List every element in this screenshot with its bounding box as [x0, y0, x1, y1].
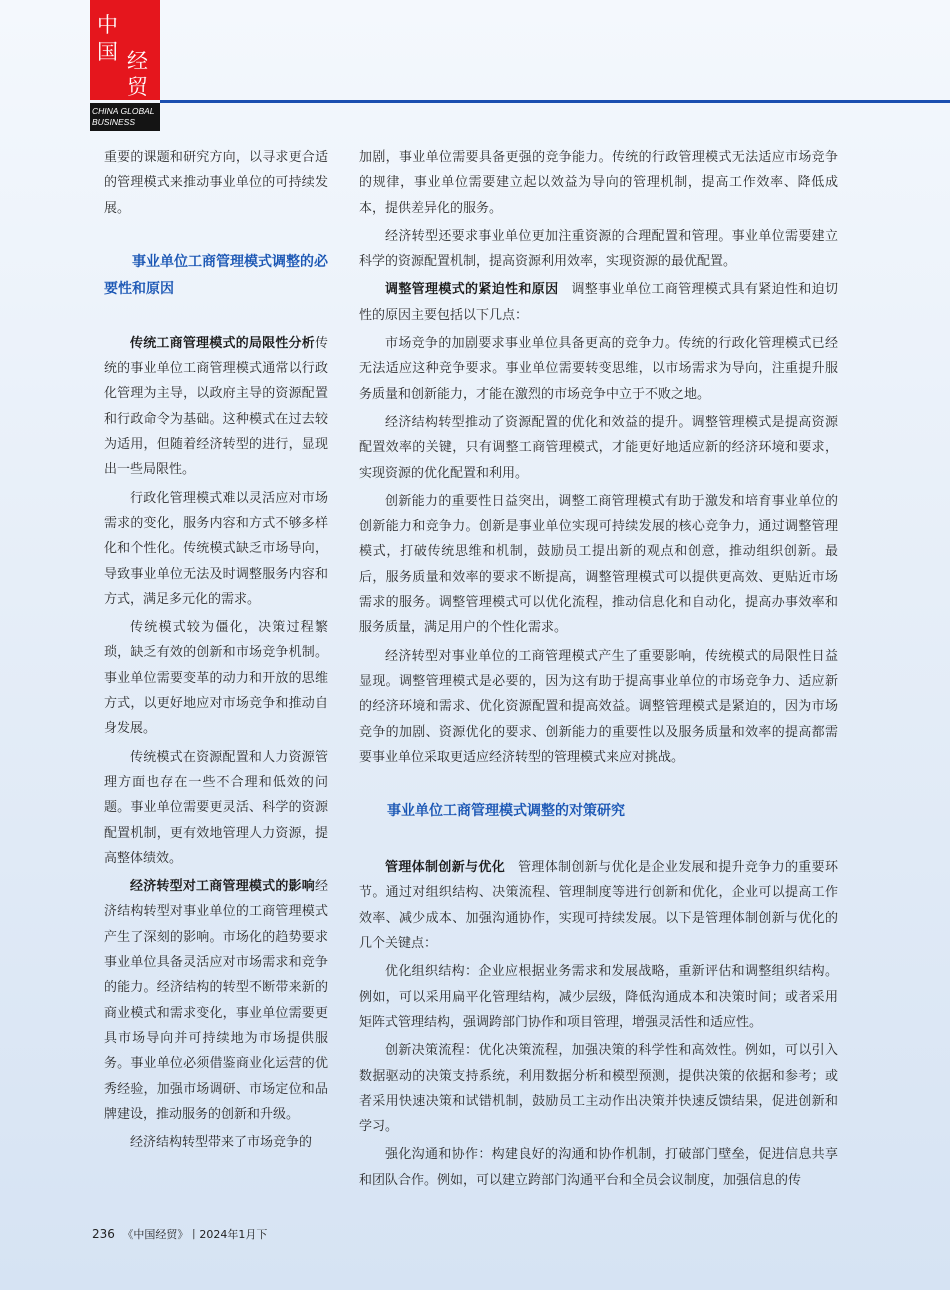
- logo-english-line: BUSINESS: [92, 117, 135, 127]
- subsection-title: 管理体制创新与优化: [385, 860, 506, 876]
- paragraph: 强化沟通和协作：构建良好的沟通和协作机制，打破部门壁垒，促进信息共享和团队合作。例如，可以建立跨部门沟通平台和全员会议制度，加强信息的传: [359, 1147, 838, 1188]
- subsection-text: 管理体制创新与优化是企业发展和提升竞争力的重要环节。通过对组织结构、决策流程、管理制度等进行创新和优化，企业可以提高工作效率、减少成本、加强沟通协作，实现可持续发展。以下是管理体制创新与优化的几个关键点：: [359, 860, 838, 952]
- paragraph: 经济结构转型推动了资源配置的优化和效益的提升。调整管理模式是提高资源配置效率的关键，只有调整工商管理模式，才能更好地适应新的经济环境和要求，实现资源的优化配置和利用。: [359, 414, 838, 481]
- paragraph: 市场竞争的加剧要求事业单位具备更高的竞争力。传统的行政化管理模式已经无法适应这种竞争要求。事业单位需要转变思维，以市场需求为导向，注重提升服务质量和创新能力，才能在激烈的市场竞争中立于不败之地。: [359, 336, 838, 402]
- paragraph: 经济结构转型带来了市场竞争的: [130, 1135, 313, 1151]
- page-footer: [92, 1226, 267, 1242]
- paragraph: 创新决策流程：优化决策流程，加强决策的科学性和高效性。例如，可以引入数据驱动的决策支持系统，利用数据分析和模型预测，提供决策的依据和参考；或者采用快速决策和试错机制，鼓励员工主动作出决策并快速反馈结果，促进创新和学习。: [359, 1043, 838, 1135]
- logo-char: 国: [97, 40, 118, 64]
- logo-char: 中: [97, 13, 118, 37]
- journal-logo: [90, 0, 160, 100]
- paragraph: 经济转型还要求事业单位更加注重资源的合理配置和管理。事业单位需要建立科学的资源配置机制，提高资源利用效率，实现资源的最优配置。: [359, 228, 838, 270]
- paragraph: 行政化管理模式难以灵活应对市场需求的变化，服务内容和方式不够多样化和个性化。传统模式缺乏市场导向，导致事业单位无法及时调整服务内容和方式，满足多元化的需求。: [104, 490, 328, 607]
- subsection-paragraph: [359, 855, 838, 956]
- subsection-text: 经济结构转型对事业单位的工商管理模式产生了深刻的影响。市场化的趋势要求事业单位具备灵活应对市场需求和竞争的能力。经济结构的转型不断带来新的商业模式和需求变化，事业单位需要更具市场导向并可持续地为市场提供服务。事业单位必须借鉴商业化运营的优秀经验，加强市场调研、市场定位和品牌建设，推动服务的创新和升级。: [104, 879, 328, 1122]
- paragraph: 传统模式在资源配置和人力资源管理方面也存在一些不合理和低效的问题。事业单位需要更灵活、科学的资源配置机制，更有效地管理人力资源，提高整体绩效。: [104, 749, 328, 866]
- subsection-title: 传统工商管理模式的局限性分析: [130, 335, 315, 351]
- section-heading: 事业单位工商管理模式调整的必要性和原因: [104, 253, 328, 297]
- subsection-paragraph: [359, 277, 838, 328]
- header-rule: [160, 100, 950, 103]
- right-column: [359, 145, 838, 1193]
- logo-english: [90, 103, 160, 131]
- paragraph: 优化组织结构：企业应根据业务需求和发展战略，重新评估和调整组织结构。例如，可以采用扁平化管理结构，减少层级，降低沟通成本和决策时间；或者采用矩阵式管理结构，强调跨部门协作和项目管理，增强灵活性和适应性。: [359, 964, 838, 1030]
- paragraph: 创新能力的重要性日益突出，调整工商管理模式有助于激发和培育事业单位的创新能力和竞争力。创新是事业单位实现可持续发展的核心竞争力，通过调整管理模式，打破传统思维和机制，鼓励员工提出新的观点和创意，推动组织创新。最后，服务质量和效率的要求不断提高，调整管理模式可以提供更高效、更贴近市场需求的服务。调整管理模式可以优化流程，推动信息化和自动化，提高办事效率和服务质量，满足用户的个性化需求。: [359, 493, 838, 636]
- subsection-text: 传统的事业单位工商管理模式通常以行政化管理为主导，以政府主导的资源配置和行政命令为基础。这种模式在过去较为适用，但随着经济转型的进行，显现出一些局限性。: [104, 335, 328, 478]
- paragraph: 传统模式较为僵化，决策过程繁琐，缺乏有效的创新和市场竞争机制。事业单位需要变革的动力和开放的思维方式，以更好地应对市场竞争和推动自身发展。: [104, 620, 328, 737]
- logo-char: 经: [127, 49, 148, 73]
- left-column: [104, 145, 328, 1155]
- journal-issue: 《中国经贸》丨2024年1月下: [122, 1228, 268, 1241]
- page-number: 236: [92, 1227, 115, 1241]
- paragraph: 经济转型对事业单位的工商管理模式产生了重要影响，传统模式的局限性日益显现。调整管理模式是必要的，因为这有助于提高事业单位的市场竞争力、适应新的经济环境和需求、优化资源配置和提高效益。调整管理模式是紧迫的，因为市场竞争的加剧、资源优化的要求、创新能力的重要性以及服务质量和效率的提高都需要事业单位采取更适应经济转型的管理模式来应对挑战。: [359, 648, 838, 765]
- subsection-text: 调整事业单位工商管理模式具有紧迫性和迫切性的原因主要包括以下几点：: [359, 282, 838, 323]
- subsection-paragraph: [104, 331, 328, 483]
- paragraph: 加剧，事业单位需要具备更强的竞争能力。传统的行政管理模式无法适应市场竞争的规律，事业单位需要建立起以效益为导向的管理机制，提高工作效率、降低成本，提供差异化的服务。: [359, 150, 838, 216]
- subsection-title: 经济转型对工商管理模式的影响: [130, 879, 315, 895]
- paragraph: 重要的课题和研究方向，以寻求更合适的管理模式来推动事业单位的可持续发展。: [104, 150, 328, 216]
- section-heading: 事业单位工商管理模式调整的对策研究: [387, 803, 625, 820]
- logo-char: 贸: [127, 75, 148, 99]
- subsection-paragraph: [104, 874, 328, 1127]
- logo-english-line: CHINA GLOBAL: [92, 106, 155, 116]
- subsection-title: 调整管理模式的紧迫性和原因: [385, 282, 559, 298]
